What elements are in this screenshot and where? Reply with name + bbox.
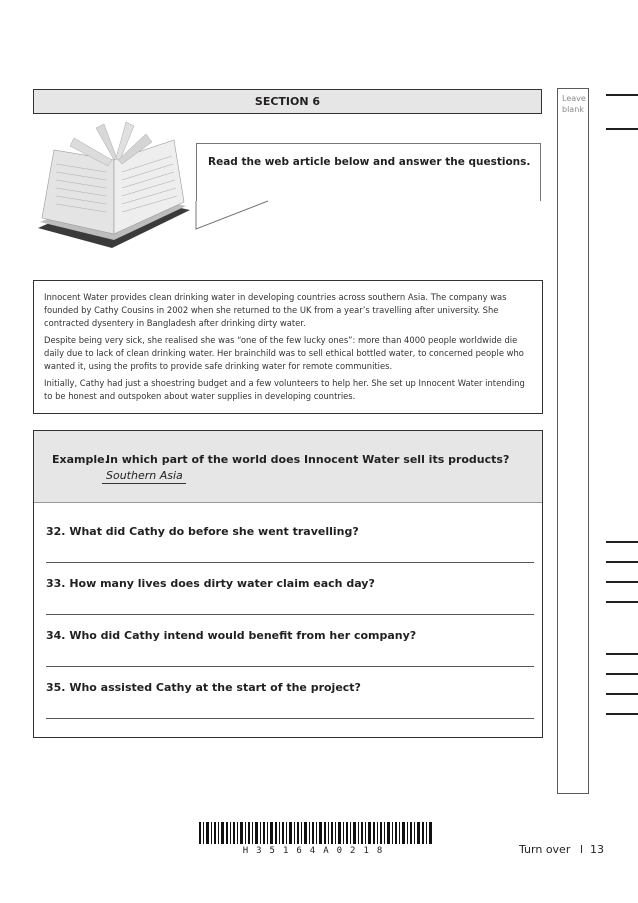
answer-line-35[interactable] [46,718,534,719]
example-question: In which part of the world does Innocent Water sell its products? [106,453,510,466]
margin-mark [606,713,638,715]
question-32: 32. What did Cathy do before she went travelling? [46,525,359,538]
margin-mark [606,128,638,130]
bubble-tail [190,195,270,235]
questions-box [33,430,543,738]
margin-mark [606,673,638,675]
margin-mark [606,653,638,655]
instruction-bubble [196,143,541,201]
section-title: SECTION 6 [33,89,542,114]
article-paragraph: Initially, Cathy had just a shoestring budget and a few volunteers to help her. She set up Innocent Water intending to be honest and outspoken about water supplies in developing countries. [44,378,525,401]
question-33: 33. How many lives does dirty water claim each day? [46,577,375,590]
article-box [33,280,543,414]
answer-line-34[interactable] [46,666,534,667]
example-answer-underline [102,483,186,484]
margin-mark [606,693,638,695]
answer-line-33[interactable] [46,614,534,615]
instruction-text: Read the web article below and answer the questions. [208,156,531,168]
page-number: 13 [590,843,604,856]
margin-mark [606,94,638,96]
leave-blank-column [557,88,589,794]
margin-mark [606,581,638,583]
question-35: 35. Who assisted Cathy at the start of the project? [46,681,361,694]
footer-separator: l [580,843,584,856]
margin-mark [606,601,638,603]
turn-over-label: Turn over [519,843,571,856]
margin-mark [606,561,638,563]
margin-mark [606,541,638,543]
example-label: Example. [52,453,109,466]
answer-line-32[interactable] [46,562,534,563]
article-paragraph: Innocent Water provides clean drinking water in developing countries across southern Asia. The company was founded by Cathy Cousins in 2002 when she returned to the UK from a year’s travelling after university. She contracted dysentery in Bangladesh after drinking dirty water. [44,292,507,328]
example-panel [34,431,542,503]
open-book-icon [34,120,194,260]
leave-blank-label: Leave blank [562,94,586,114]
question-34: 34. Who did Cathy intend would benefit from her company? [46,629,417,642]
example-answer: Southern Asia [106,469,183,482]
barcode-number: H35164A0218 [242,846,391,856]
article-paragraph: Despite being very sick, she realised she was “one of the few lucky ones”: more than 4000 people worldwide die daily due to lack of clean drinking water. Her brainchild was to sell ethical bottled water, to concerned people who wanted it, using the profits to provide safe drinking water for remote communities. [44,335,524,371]
